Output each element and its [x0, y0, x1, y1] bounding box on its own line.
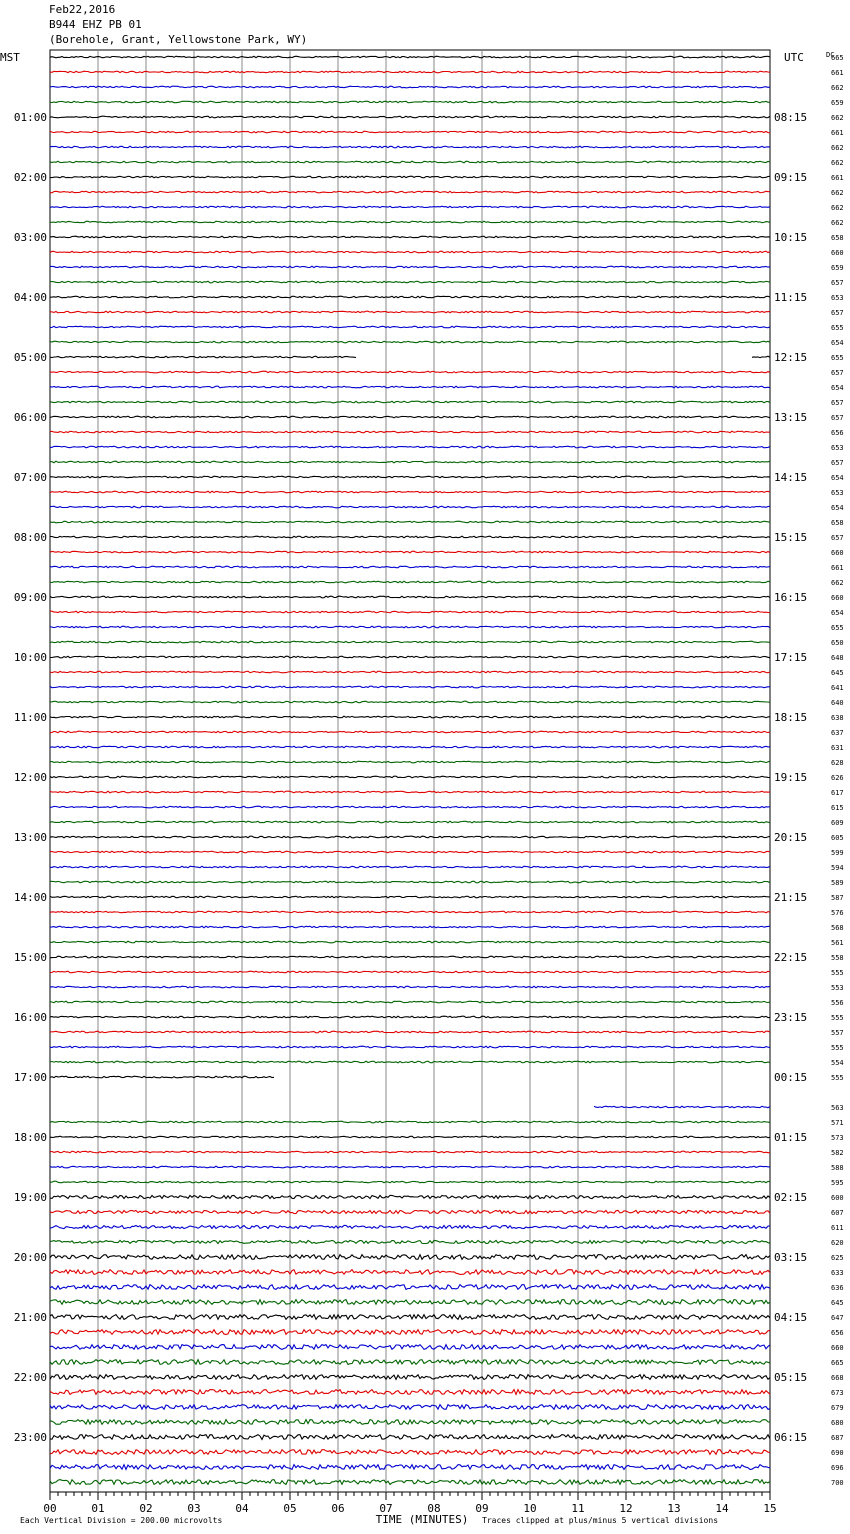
dc-offset: 654	[831, 609, 844, 617]
trace-row-15	[50, 281, 770, 283]
trace-row-8	[50, 176, 770, 178]
right-hour-label: 02:15	[774, 1191, 808, 1204]
dc-offset: 665	[831, 1359, 844, 1367]
trace-row-67	[50, 1061, 770, 1063]
trace-row-18	[50, 326, 770, 328]
trace-row-65	[50, 1031, 770, 1033]
dc-offset: 600	[831, 1194, 844, 1202]
trace-row-92	[50, 1435, 770, 1440]
left-hour-label: 13:00	[13, 831, 47, 844]
dc-offset: 656	[831, 429, 844, 437]
trace-row-6	[50, 146, 770, 148]
footer-clip-note: Traces clipped at plus/minus 5 vertical divisions	[482, 1516, 719, 1525]
trace-row-88	[50, 1375, 770, 1380]
dc-offset: 647	[831, 1314, 844, 1322]
dc-label: DC	[826, 51, 835, 59]
dc-offset: 626	[831, 774, 844, 782]
trace-row-56	[50, 896, 770, 898]
trace-row-43	[50, 701, 770, 703]
left-hour-label: 07:00	[13, 471, 47, 484]
dc-offset: 589	[831, 879, 844, 887]
trace-row-50	[50, 806, 770, 808]
trace-row-29	[50, 491, 770, 493]
dc-offset: 655	[831, 624, 844, 632]
trace-row-3	[50, 101, 770, 103]
trace-row-24	[50, 416, 770, 418]
trace-row-55	[50, 881, 770, 883]
trace-row-34	[50, 566, 770, 568]
x-tick-label: 11	[571, 1502, 585, 1515]
trace-row-21	[50, 371, 770, 373]
dc-offset: 587	[831, 894, 844, 902]
station-location: (Borehole, Grant, Yellowstone Park, WY)	[49, 33, 308, 46]
x-tick-label: 13	[667, 1502, 681, 1515]
trace-row-16	[50, 296, 770, 298]
right-hour-label: 15:15	[774, 531, 808, 544]
right-hour-label: 17:15	[774, 651, 808, 664]
right-axis-label: UTC	[784, 51, 804, 64]
dc-offset: 568	[831, 924, 844, 932]
dc-offset: 662	[831, 159, 844, 167]
left-hour-label: 21:00	[13, 1311, 47, 1324]
dc-offset: 645	[831, 669, 844, 677]
dc-offset: 556	[831, 999, 844, 1007]
dc-offset: 680	[831, 1419, 844, 1427]
right-hour-label: 03:15	[774, 1251, 808, 1264]
x-tick-label: 08	[427, 1502, 441, 1515]
x-tick-label: 00	[43, 1502, 57, 1515]
dc-offset: 668	[831, 1374, 844, 1382]
left-hour-label: 04:00	[13, 291, 47, 304]
trace-row-77	[50, 1210, 770, 1213]
trace-row-12	[50, 236, 770, 238]
x-axis-label: TIME (MINUTES)	[375, 1513, 469, 1526]
trace-row-40	[50, 656, 770, 658]
dc-offset: 576	[831, 909, 844, 917]
right-hour-label: 05:15	[774, 1371, 808, 1384]
right-hour-label: 11:15	[774, 291, 808, 304]
dc-offset: 658	[831, 519, 844, 527]
left-hour-label: 22:00	[13, 1371, 47, 1384]
dc-offset: 605	[831, 834, 844, 842]
trace-row-28	[50, 476, 770, 478]
trace-row-10	[50, 206, 770, 208]
trace-row-33	[50, 551, 770, 553]
left-hour-label: 12:00	[13, 771, 47, 784]
trace-row-84	[50, 1315, 770, 1320]
dc-offset: 661	[831, 69, 844, 77]
dc-offset: 679	[831, 1404, 844, 1412]
trace-row-36	[50, 596, 770, 598]
trace-row-19	[50, 341, 770, 343]
left-hour-label: 01:00	[13, 111, 47, 124]
trace-row-95	[50, 1480, 770, 1485]
dc-offset: 607	[831, 1209, 844, 1217]
trace-row-58	[50, 926, 770, 928]
plot-date: Feb22,2016	[49, 3, 116, 16]
x-tick-label: 03	[187, 1502, 201, 1515]
trace-row-72	[50, 1136, 770, 1138]
dc-offset: 696	[831, 1464, 844, 1472]
x-tick-label: 02	[139, 1502, 153, 1515]
dc-offset: 660	[831, 1344, 844, 1352]
right-hour-label: 14:15	[774, 471, 808, 484]
x-tick-label: 07	[379, 1502, 393, 1515]
trace-row-79	[50, 1240, 770, 1243]
dc-offset: 660	[831, 549, 844, 557]
trace-row-5	[50, 131, 770, 133]
dc-offset: 638	[831, 714, 844, 722]
dc-offset: 599	[831, 849, 844, 857]
left-hour-label: 18:00	[13, 1131, 47, 1144]
right-hour-label: 12:15	[774, 351, 808, 364]
trace-row-61	[50, 971, 770, 973]
trace-row-20	[50, 356, 770, 358]
x-tick-label: 01	[91, 1502, 105, 1515]
dc-offset: 654	[831, 384, 844, 392]
trace-row-75	[50, 1181, 770, 1183]
right-hour-label: 20:15	[774, 831, 808, 844]
x-tick-label: 04	[235, 1502, 249, 1515]
right-hour-label: 06:15	[774, 1431, 808, 1444]
trace-row-14	[50, 266, 770, 268]
x-tick-label: 06	[331, 1502, 345, 1515]
station-code: B944 EHZ PB 01	[49, 18, 142, 31]
trace-row-13	[50, 251, 770, 253]
trace-row-81	[50, 1270, 770, 1275]
dc-offset: 657	[831, 399, 844, 407]
dc-offset: 573	[831, 1134, 844, 1142]
trace-row-87	[50, 1360, 770, 1365]
dc-offset: 661	[831, 129, 844, 137]
dc-offset: 662	[831, 84, 844, 92]
dc-offset: 654	[831, 504, 844, 512]
trace-row-48	[50, 776, 770, 778]
left-hour-label: 08:00	[13, 531, 47, 544]
x-tick-label: 10	[523, 1502, 537, 1515]
left-hour-label: 10:00	[13, 651, 47, 664]
right-hour-label: 18:15	[774, 711, 808, 724]
dc-offset: 617	[831, 789, 844, 797]
trace-row-37	[50, 611, 770, 613]
dc-offset: 660	[831, 249, 844, 257]
x-tick-label: 14	[715, 1502, 729, 1515]
left-hour-label: 23:00	[13, 1431, 47, 1444]
trace-row-31	[50, 521, 770, 523]
left-hour-label: 16:00	[13, 1011, 47, 1024]
dc-offset: 555	[831, 1074, 844, 1082]
dc-offset: 561	[831, 939, 844, 947]
dc-offset: 661	[831, 174, 844, 182]
left-hour-label: 20:00	[13, 1251, 47, 1264]
trace-row-78	[50, 1225, 770, 1228]
x-tick-label: 05	[283, 1502, 297, 1515]
dc-offset: 555	[831, 1044, 844, 1052]
right-hour-label: 13:15	[774, 411, 808, 424]
left-hour-label: 05:00	[13, 351, 47, 364]
dc-offset: 654	[831, 339, 844, 347]
dc-offset: 594	[831, 864, 844, 872]
left-hour-label: 15:00	[13, 951, 47, 964]
dc-offset: 657	[831, 309, 844, 317]
dc-offset: 554	[831, 1059, 844, 1067]
trace-row-30	[50, 506, 770, 508]
left-hour-label: 14:00	[13, 891, 47, 904]
left-hour-label: 09:00	[13, 591, 47, 604]
dc-offset: 555	[831, 1014, 844, 1022]
trace-row-76	[50, 1195, 770, 1198]
left-hour-label: 11:00	[13, 711, 47, 724]
trace-row-86	[50, 1345, 770, 1350]
dc-offset: 662	[831, 189, 844, 197]
dc-offset: 665	[831, 54, 844, 62]
trace-row-38	[50, 626, 770, 628]
left-hour-label: 06:00	[13, 411, 47, 424]
trace-row-70	[594, 1106, 770, 1108]
trace-row-49	[50, 791, 770, 793]
right-hour-label: 21:15	[774, 891, 808, 904]
trace-row-74	[50, 1166, 770, 1168]
trace-row-60	[50, 956, 770, 958]
trace-row-26	[50, 446, 770, 448]
trace-row-7	[50, 161, 770, 163]
trace-row-46	[50, 746, 770, 748]
trace-row-22	[50, 386, 770, 388]
dc-offset: 563	[831, 1104, 844, 1112]
dc-offset: 661	[831, 564, 844, 572]
dc-offset: 655	[831, 354, 844, 362]
dc-offset: 637	[831, 729, 844, 737]
dc-offset: 633	[831, 1269, 844, 1277]
dc-offset: 654	[831, 474, 844, 482]
dc-offset: 609	[831, 819, 844, 827]
dc-offset: 653	[831, 489, 844, 497]
right-hour-label: 23:15	[774, 1011, 808, 1024]
trace-row-9	[50, 191, 770, 193]
dc-offset: 628	[831, 759, 844, 767]
trace-row-80	[50, 1255, 770, 1260]
dc-offset: 640	[831, 699, 844, 707]
trace-row-0	[50, 56, 770, 58]
trace-row-85	[50, 1330, 770, 1335]
right-hour-label: 08:15	[774, 111, 808, 124]
trace-row-11	[50, 221, 770, 223]
trace-row-66	[50, 1046, 770, 1048]
dc-offset: 657	[831, 459, 844, 467]
dc-offset: 656	[831, 1329, 844, 1337]
dc-offset: 645	[831, 1299, 844, 1307]
trace-row-62	[50, 986, 770, 988]
trace-row-35	[50, 581, 770, 583]
dc-offset: 655	[831, 324, 844, 332]
dc-offset: 653	[831, 294, 844, 302]
dc-offset: 659	[831, 99, 844, 107]
left-hour-label: 17:00	[13, 1071, 47, 1084]
dc-offset: 662	[831, 144, 844, 152]
dc-offset: 658	[831, 234, 844, 242]
trace-row-27	[50, 461, 770, 463]
trace-row-89	[50, 1390, 770, 1395]
trace-row-42	[50, 686, 770, 688]
trace-row-32	[50, 536, 770, 538]
dc-offset: 662	[831, 219, 844, 227]
dc-offset: 615	[831, 804, 844, 812]
trace-row-57	[50, 911, 770, 913]
left-axis-label: MST	[0, 51, 20, 64]
dc-offset: 657	[831, 369, 844, 377]
dc-offset: 620	[831, 1239, 844, 1247]
dc-offset: 700	[831, 1479, 844, 1487]
trace-row-64	[50, 1016, 770, 1018]
dc-offset: 641	[831, 684, 844, 692]
right-hour-label: 04:15	[774, 1311, 808, 1324]
footer-scale-note: Each Vertical Division = 200.00 microvolts	[20, 1516, 223, 1525]
dc-offset: 557	[831, 1029, 844, 1037]
dc-offset: 588	[831, 1164, 844, 1172]
trace-row-44	[50, 716, 770, 718]
dc-offset: 657	[831, 279, 844, 287]
trace-row-23	[50, 401, 770, 403]
trace-row-83	[50, 1300, 770, 1305]
trace-row-25	[50, 431, 770, 433]
dc-offset: 625	[831, 1254, 844, 1262]
trace-row-94	[50, 1465, 770, 1470]
trace-row-90	[50, 1405, 770, 1410]
left-hour-label: 02:00	[13, 171, 47, 184]
trace-row-39	[50, 641, 770, 643]
trace-row-71	[50, 1121, 770, 1123]
left-hour-label: 19:00	[13, 1191, 47, 1204]
trace-row-73	[50, 1151, 770, 1153]
right-hour-label: 01:15	[774, 1131, 808, 1144]
dc-offset: 648	[831, 654, 844, 662]
dc-offset: 558	[831, 954, 844, 962]
dc-offset: 636	[831, 1284, 844, 1292]
dc-offset: 673	[831, 1389, 844, 1397]
dc-offset: 660	[831, 594, 844, 602]
dc-offset: 687	[831, 1434, 844, 1442]
right-hour-label: 00:15	[774, 1071, 808, 1084]
dc-offset: 582	[831, 1149, 844, 1157]
dc-offset: 662	[831, 114, 844, 122]
trace-row-17	[50, 311, 770, 313]
trace-row-63	[50, 1001, 770, 1003]
trace-row-41	[50, 671, 770, 673]
x-tick-label: 12	[619, 1502, 633, 1515]
dc-offset: 631	[831, 744, 844, 752]
dc-offset: 690	[831, 1449, 844, 1457]
dc-offset: 662	[831, 579, 844, 587]
right-hour-label: 22:15	[774, 951, 808, 964]
right-hour-label: 09:15	[774, 171, 808, 184]
dc-offset: 657	[831, 534, 844, 542]
trace-row-54	[50, 866, 770, 868]
dc-offset: 553	[831, 984, 844, 992]
dc-offset: 571	[831, 1119, 844, 1127]
dc-offset: 653	[831, 444, 844, 452]
dc-offset: 662	[831, 204, 844, 212]
trace-row-52	[50, 836, 770, 838]
dc-offset: 650	[831, 639, 844, 647]
trace-row-2	[50, 86, 770, 88]
trace-row-91	[50, 1420, 770, 1425]
trace-row-51	[50, 821, 770, 823]
dc-offset: 659	[831, 264, 844, 272]
dc-offset: 611	[831, 1224, 844, 1232]
x-tick-label: 15	[763, 1502, 777, 1515]
trace-row-59	[50, 941, 770, 943]
right-hour-label: 16:15	[774, 591, 808, 604]
trace-row-47	[50, 761, 770, 763]
trace-row-93	[50, 1450, 770, 1455]
x-tick-label: 09	[475, 1502, 489, 1515]
trace-row-53	[50, 851, 770, 853]
dc-offset: 555	[831, 969, 844, 977]
right-hour-label: 10:15	[774, 231, 808, 244]
left-hour-label: 03:00	[13, 231, 47, 244]
trace-row-82	[50, 1285, 770, 1290]
trace-row-1	[50, 71, 770, 73]
trace-row-45	[50, 731, 770, 733]
trace-row-68	[50, 1076, 274, 1078]
dc-offset: 657	[831, 414, 844, 422]
trace-row-4	[50, 116, 770, 118]
dc-offset: 595	[831, 1179, 844, 1187]
right-hour-label: 19:15	[774, 771, 808, 784]
